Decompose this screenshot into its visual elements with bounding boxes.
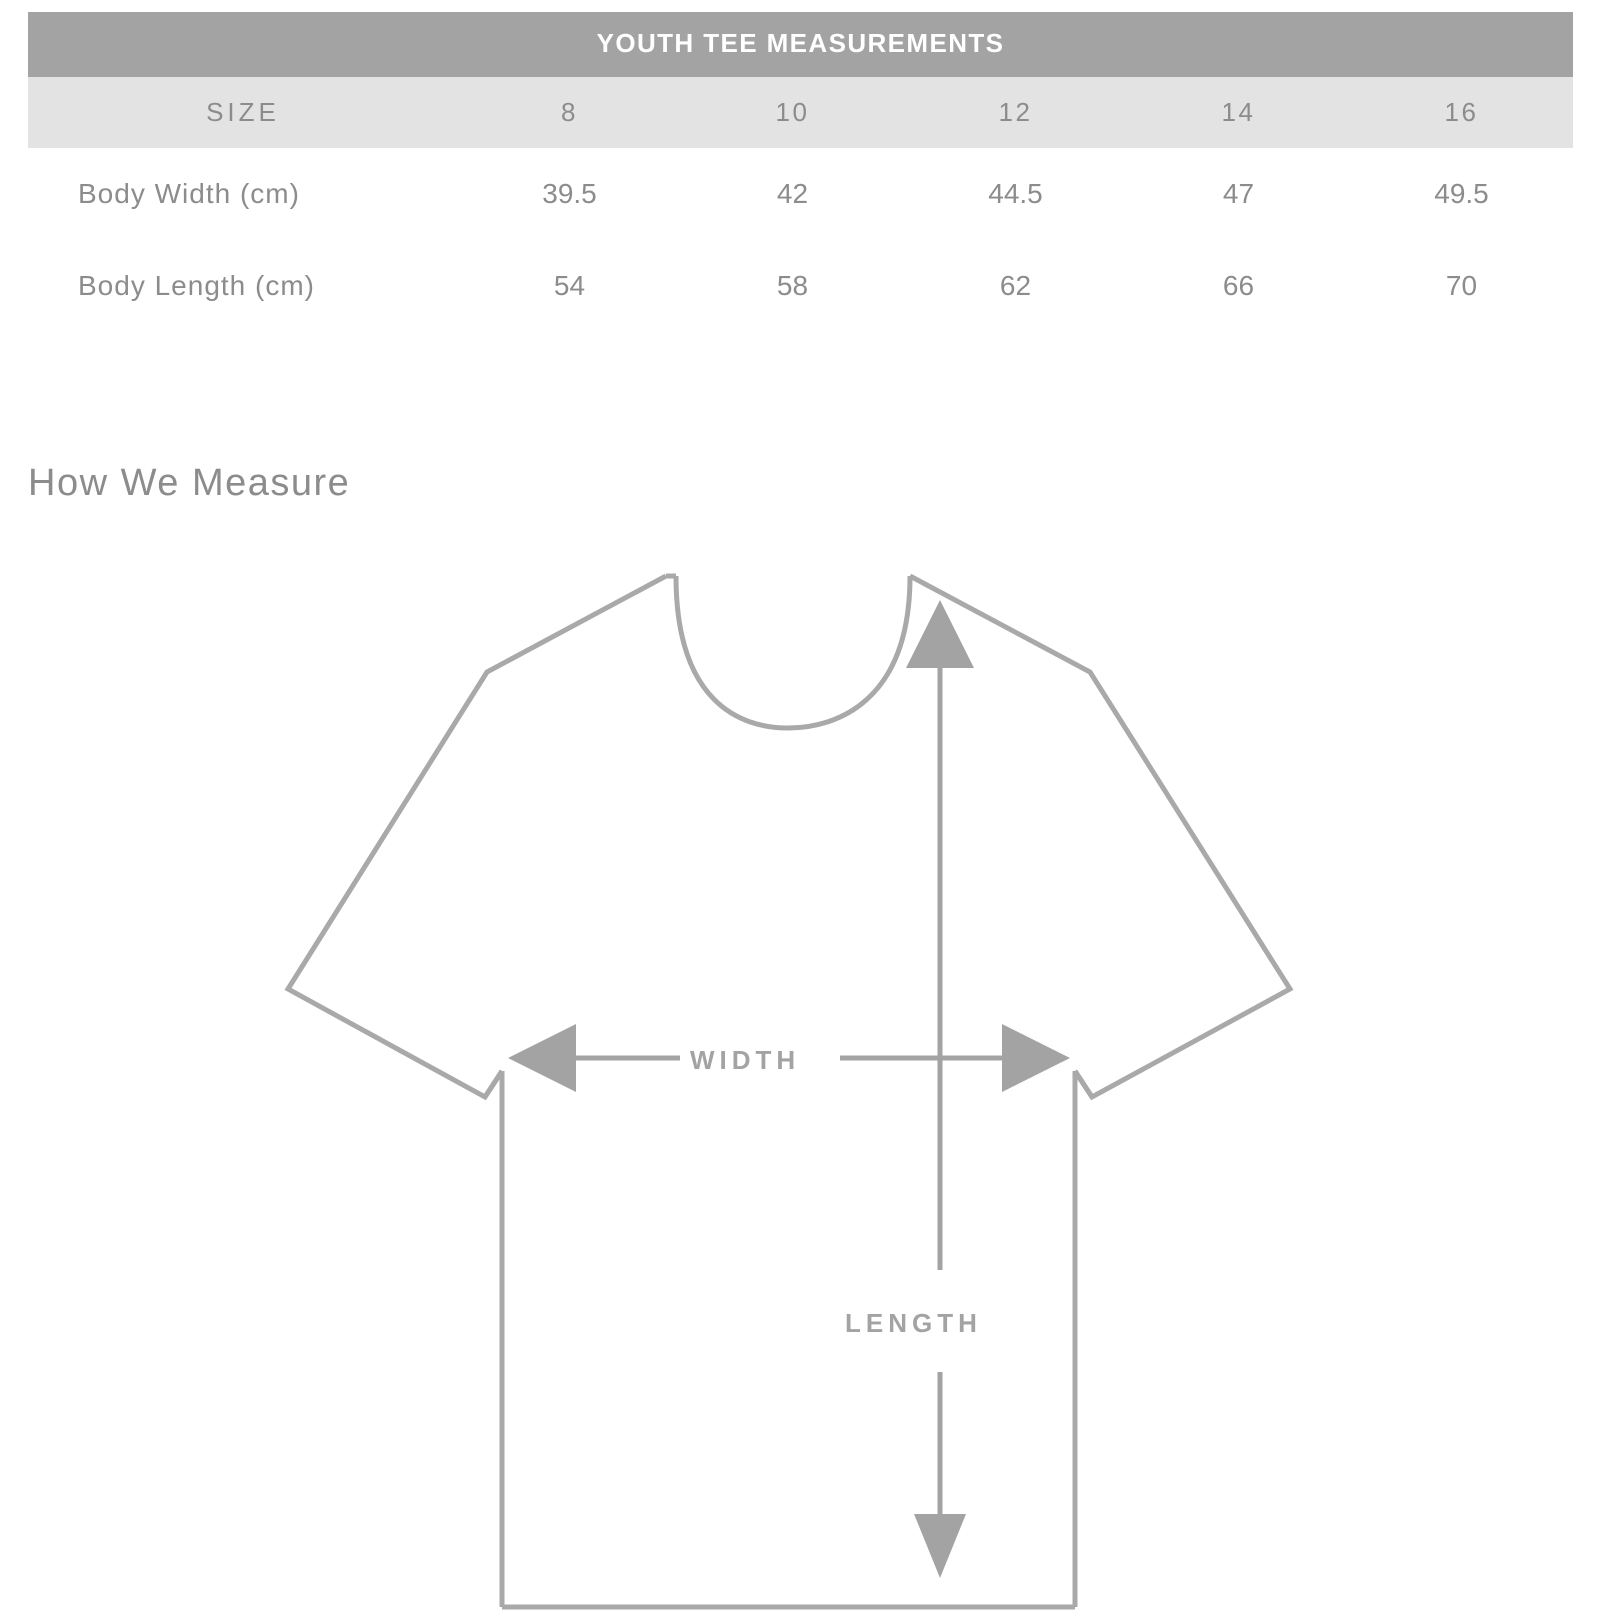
length-label: LENGTH <box>845 1308 982 1338</box>
cell-body-width-12: 44.5 <box>904 148 1127 240</box>
cell-body-width-14: 47 <box>1127 148 1350 240</box>
row-label-body-width: Body Width (cm) <box>28 148 458 240</box>
table-header-row <box>28 77 1573 148</box>
cell-body-length-10: 58 <box>681 240 904 332</box>
page-title: How We Measure <box>28 462 351 504</box>
column-header-8: 8 <box>458 77 681 148</box>
column-header-size: SIZE <box>28 77 458 148</box>
cell-body-width-8: 39.5 <box>458 148 681 240</box>
cell-body-width-10: 42 <box>681 148 904 240</box>
column-header-14: 14 <box>1127 77 1350 148</box>
size-guide-page <box>0 12 1600 1612</box>
cell-body-length-8: 54 <box>458 240 681 332</box>
cell-body-width-16: 49.5 <box>1350 148 1573 240</box>
cell-body-length-14: 66 <box>1127 240 1350 332</box>
cell-body-length-12: 62 <box>904 240 1127 332</box>
width-label: WIDTH <box>690 1045 801 1075</box>
measurements-table <box>28 12 1573 332</box>
table-title-row <box>28 12 1573 77</box>
cell-body-length-16: 70 <box>1350 240 1573 332</box>
vertical-double-arrow-icon <box>906 600 974 1578</box>
table-row <box>28 148 1573 240</box>
tshirt-outline-icon <box>288 576 1290 1607</box>
table-row <box>28 240 1573 332</box>
column-header-12: 12 <box>904 77 1127 148</box>
column-header-10: 10 <box>681 77 904 148</box>
column-header-16: 16 <box>1350 77 1573 148</box>
table-title: YOUTH TEE MEASUREMENTS <box>28 12 1573 77</box>
row-label-body-length: Body Length (cm) <box>28 240 458 332</box>
measurement-diagram <box>280 552 1300 1592</box>
